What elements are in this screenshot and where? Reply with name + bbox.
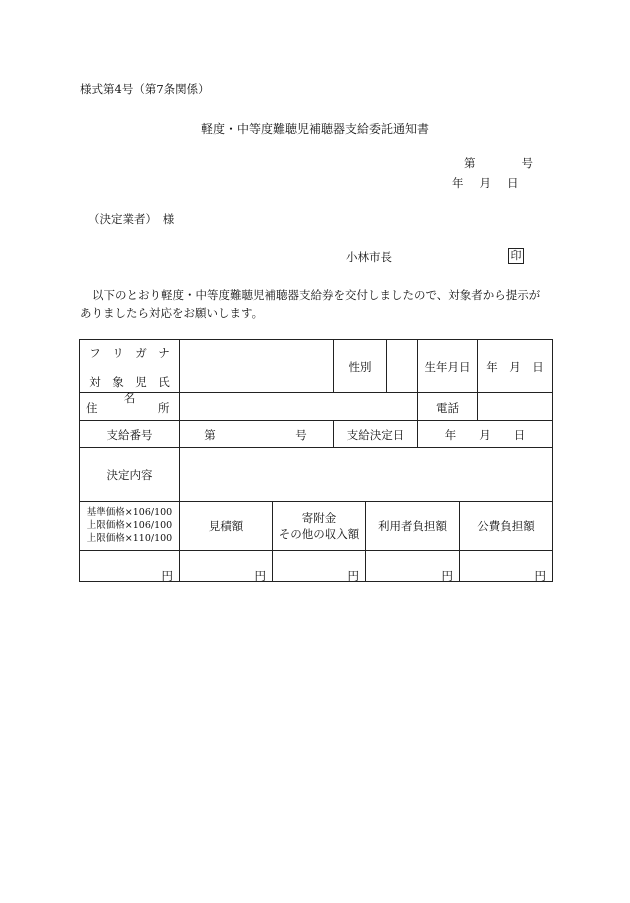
amount-donation[interactable]: 円 <box>347 569 359 583</box>
donation-header <box>273 510 365 542</box>
child-name-label: 対 象 児 氏 名 <box>89 375 182 405</box>
birthdate-value[interactable]: 年 月 日 <box>486 360 544 374</box>
amount-user-burden[interactable]: 円 <box>441 569 453 583</box>
upper-limit-label-2: 上限価格×110/100 <box>86 533 173 544</box>
upper-limit-label-1: 上限価格×106/100 <box>86 520 173 531</box>
payment-number-prefix: 第 <box>204 428 216 442</box>
number-prefix: 第 <box>464 156 476 170</box>
body-text: 以下のとおり軽度・中等度難聴児補聴器支給券を交付しましたので、対象者から提示がありましたら対応をお願いします。 <box>80 288 541 320</box>
amount-base-price[interactable]: 円 <box>161 569 173 583</box>
gender-field[interactable] <box>387 340 417 392</box>
date-day: 日 <box>507 176 519 190</box>
date-month: 月 <box>479 176 491 190</box>
gender-label: 性別 <box>348 360 372 374</box>
date-year: 年 <box>452 176 464 190</box>
furigana-label: フ リ ガ ナ <box>89 346 170 360</box>
decision-content-field[interactable] <box>180 448 552 501</box>
decision-date-label: 支給決定日 <box>346 428 405 442</box>
document-title: 軽度・中等度難聴児補聴器支給委託通知書 <box>200 122 429 136</box>
public-burden-header: 公費負担額 <box>477 519 535 533</box>
estimate-header: 見積額 <box>208 519 244 533</box>
addressee: （決定業者） 様 <box>88 212 175 226</box>
issuer-name: 小林市長 <box>346 250 392 264</box>
payment-number-suffix: 号 <box>295 428 307 442</box>
seal-mark: 印 <box>508 248 524 264</box>
price-basis-header <box>80 506 179 545</box>
amount-public-burden[interactable]: 円 <box>534 569 546 583</box>
address-label-1: 住 <box>86 401 98 415</box>
payment-number-label: 支給番号 <box>106 428 153 442</box>
base-price-label: 基準価格×106/100 <box>86 507 173 518</box>
decision-content-label: 決定内容 <box>106 468 153 482</box>
decision-date-value[interactable]: 年 月 日 <box>444 428 526 442</box>
address-field[interactable] <box>180 393 417 420</box>
donation-line-2: その他の収入額 <box>278 527 360 541</box>
birthdate-label: 生年月日 <box>424 360 471 374</box>
child-name-field[interactable] <box>180 340 333 392</box>
phone-label: 電話 <box>436 401 459 415</box>
form-number: 様式第4号（第7条関係） <box>80 82 210 96</box>
donation-line-1: 寄附金 <box>301 511 337 525</box>
address-label-2: 所 <box>158 401 170 415</box>
phone-field[interactable] <box>478 393 552 420</box>
number-suffix: 号 <box>521 156 533 170</box>
user-burden-header: 利用者負担額 <box>378 519 447 533</box>
amount-estimate[interactable]: 円 <box>254 569 266 583</box>
